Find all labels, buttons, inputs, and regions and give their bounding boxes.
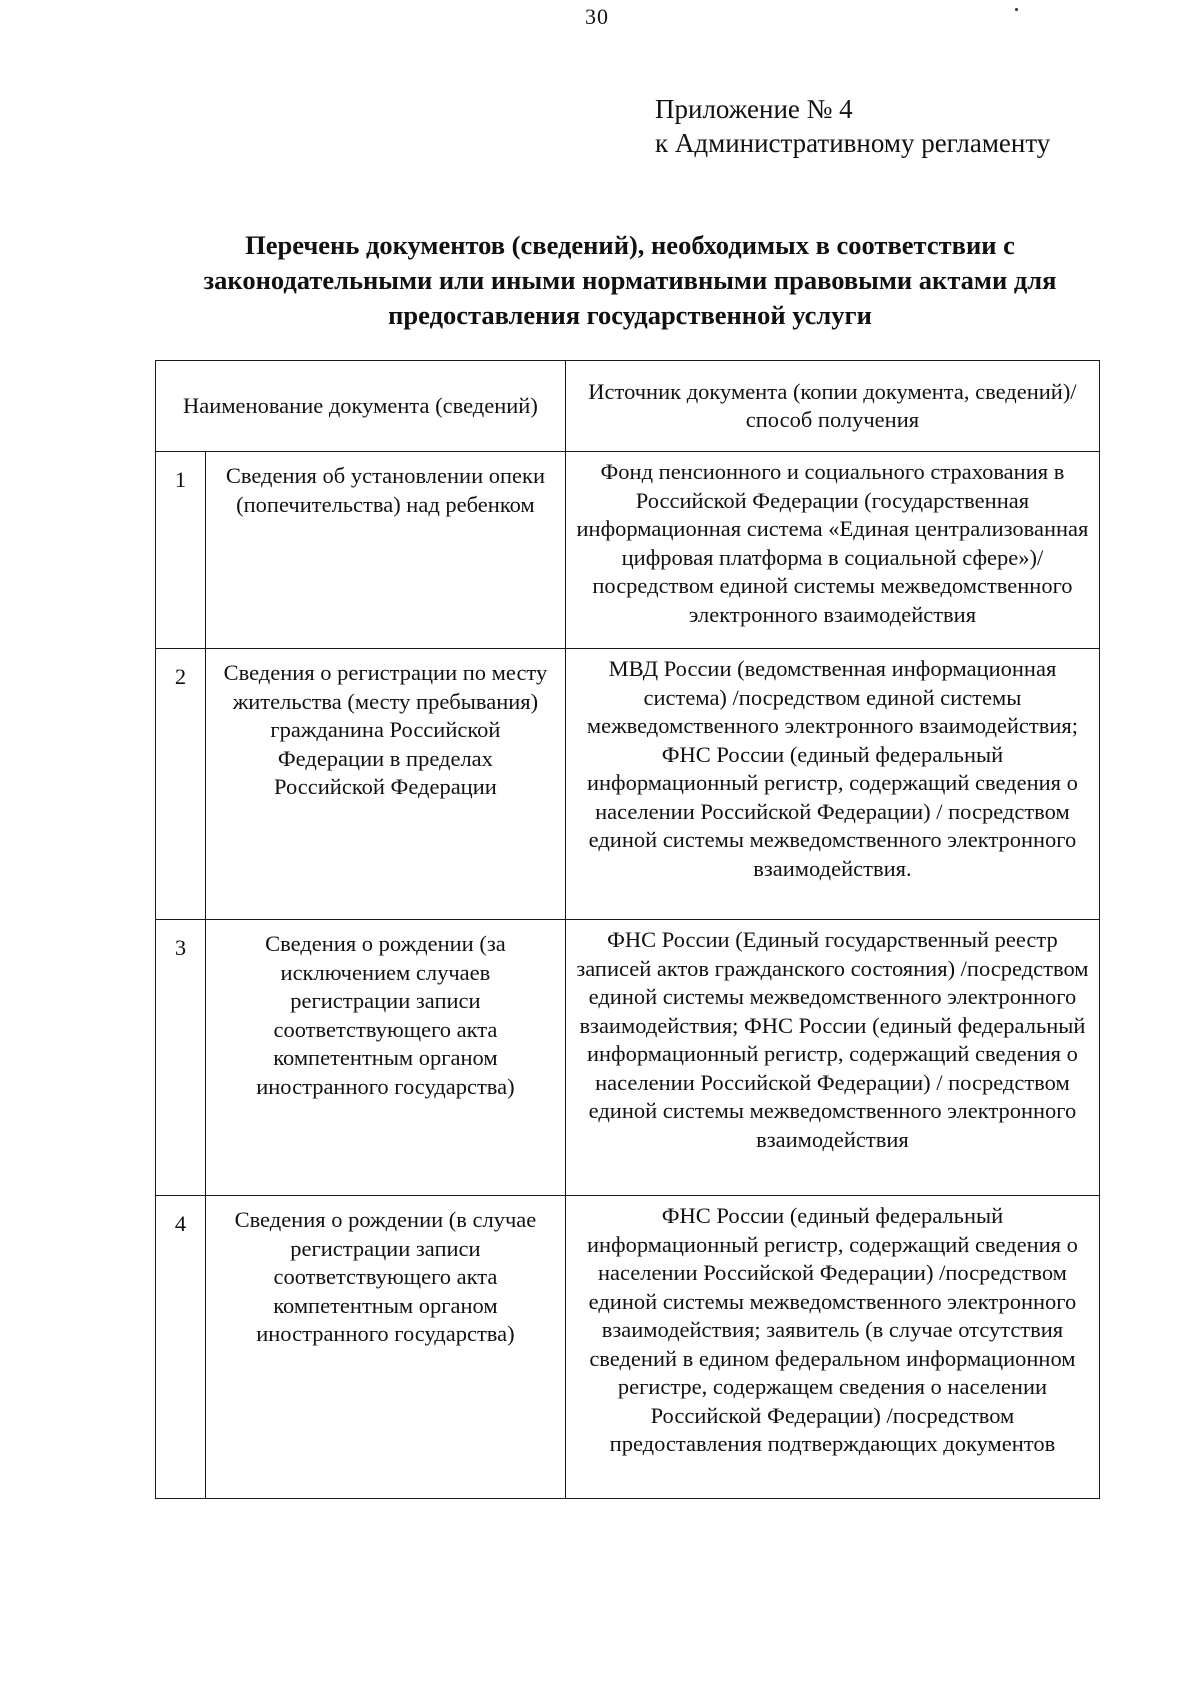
row-document-source: Фонд пенсионного и социального страхования в Российской Федерации (государственная информационная система «Единая централизованная цифровая платформа в социальной сфере»)/посредством единой системы межведомственного электронного взаимодействия xyxy=(565,452,1099,649)
table-row xyxy=(156,649,1100,920)
row-number: 1 xyxy=(156,452,206,649)
table-row xyxy=(156,920,1100,1196)
row-document-name: Сведения о рождении (в случае регистрации записи соответствующего акта компетентным органом иностранного государства) xyxy=(205,1196,565,1499)
appendix-line-1: Приложение № 4 xyxy=(655,94,853,124)
header-document-source: Источник документа (копии документа, сведений)/способ получения xyxy=(565,361,1099,452)
row-document-name: Сведения об установлении опеки (попечительства) над ребенком xyxy=(205,452,565,649)
appendix-line-2: к Административному регламенту xyxy=(655,128,1051,158)
row-number: 4 xyxy=(156,1196,206,1499)
row-number: 2 xyxy=(156,649,206,920)
row-document-source: ФНС России (Единый государственный реестр записей актов гражданского состояния) /посредством единой системы межведомственного электронного взаимодействия; ФНС России (единый федеральный информационный регистр, содержащий сведения о населении Российской Федерации) / посредством единой системы межведомственного электронного взаимодействия xyxy=(565,920,1099,1196)
page-number: 30 xyxy=(585,4,609,29)
header-document-name: Наименование документа (сведений) xyxy=(156,361,566,452)
documents-table xyxy=(155,360,1100,1499)
row-document-name: Сведения о рождении (за исключением случаев регистрации записи соответствующего акта компетентным органом иностранного государства) xyxy=(205,920,565,1196)
document-title: Перечень документов (сведений), необходимых в соответствии с законодательными или иными нормативными правовыми актами для предоставления государственной услуги xyxy=(203,230,1057,330)
scan-speck xyxy=(1015,8,1018,11)
table-row xyxy=(156,1196,1100,1499)
table-header-row xyxy=(156,361,1100,452)
row-document-source: МВД России (ведомственная информационная система) /посредством единой системы межведомственного электронного взаимодействия; ФНС России (единый федеральный информационный регистр, содержащий сведения о населении Российской Федерации) / посредством единой системы межведомственного электронного взаимодействия. xyxy=(565,649,1099,920)
row-number: 3 xyxy=(156,920,206,1196)
row-document-name: Сведения о регистрации по месту жительства (месту пребывания) гражданина Российской Федерации в пределах Российской Федерации xyxy=(205,649,565,920)
appendix-header xyxy=(655,92,1050,160)
row-document-source: ФНС России (единый федеральный информационный регистр, содержащий сведения о населении Российской Федерации) /посредством единой системы межведомственного электронного взаимодействия; заявитель (в случае отсутствия сведений в едином федеральном информационном регистре, содержащем сведения о населении Российской Федерации) /посредством предоставления подтверждающих документов xyxy=(565,1196,1099,1499)
table-row xyxy=(156,452,1100,649)
